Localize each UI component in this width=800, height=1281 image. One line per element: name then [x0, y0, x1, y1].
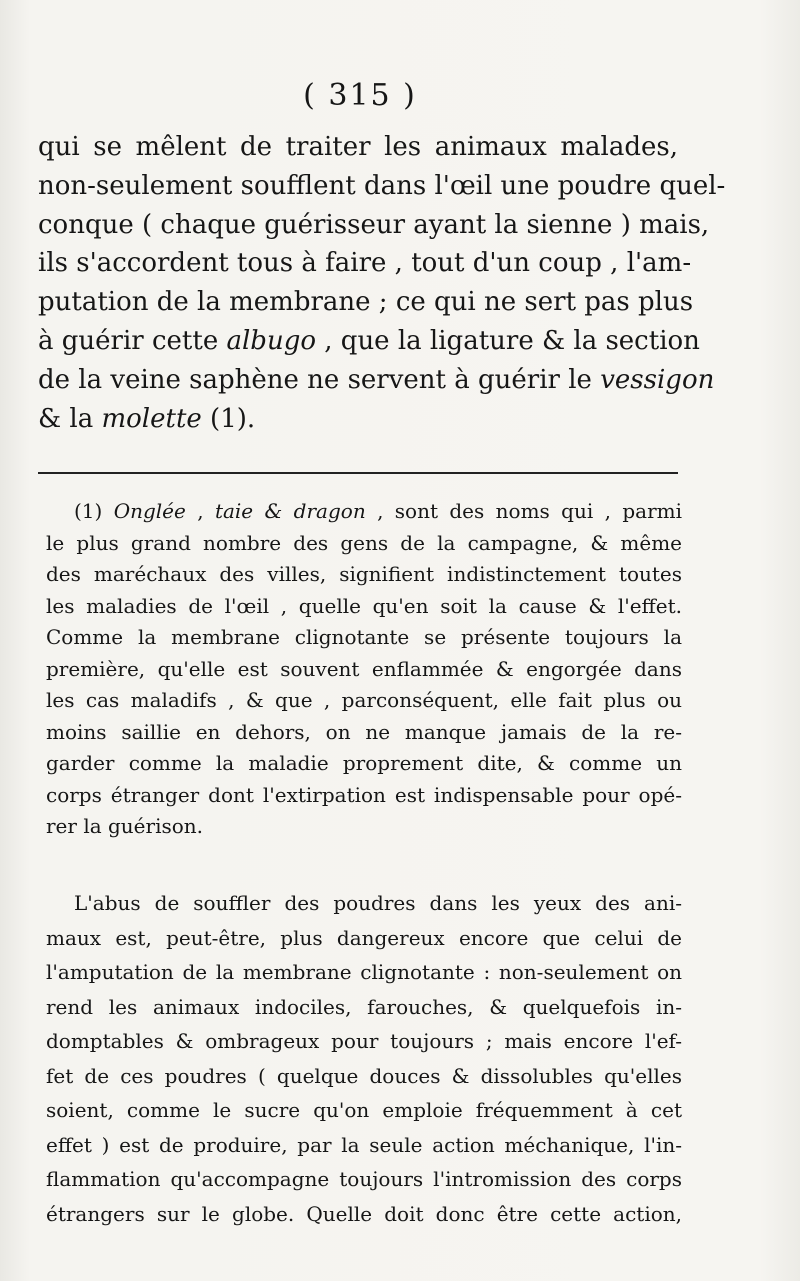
main-line-8-before: & la — [38, 403, 102, 434]
onglee-term: Onglée — [113, 499, 186, 523]
para2-line-7: soient, comme le sucre qu'on emploie fréquemment à cet — [46, 1098, 682, 1122]
main-line-7-before: de la veine saphène ne servent à guérir le — [38, 364, 601, 395]
footnote-sep: , — [185, 499, 215, 523]
footnote-line-10: corps étranger dont l'extirpation est indispensable pour opé- — [46, 782, 682, 807]
para2-line-3: l'amputation de la membrane clignotante : non-seulement on — [46, 960, 682, 984]
vessigon-term: vessigon — [600, 364, 715, 395]
main-line-7 — [38, 361, 715, 400]
footnote — [46, 496, 682, 843]
molette-term: molette — [101, 403, 202, 434]
footnote-line-9: garder comme la maladie proprement dite, & comme un — [46, 751, 682, 775]
main-line-1: qui se mêlent de traiter les animaux malades, — [38, 132, 678, 162]
main-line-5: putation de la membrane ; ce qui ne sert pas plus — [38, 287, 694, 318]
para2-line-4: rend les animaux indociles, farouches, & quelquefois in- — [46, 994, 682, 1019]
footnote-line-3: des maréchaux des villes, signifient indistinctement toutes — [46, 562, 682, 586]
para2-line-10: étrangers sur le globe. Quelle doit donc être cette action, — [46, 1201, 682, 1226]
taie-dragon-term: taie & dragon — [214, 499, 366, 523]
footnote-line-1-after: , sont des noms qui , parmi — [365, 499, 682, 523]
main-line-4: ils s'accordent tous à faire , tout d'un coup , l'am- — [38, 248, 692, 279]
main-line-6-before: à guérir cette — [38, 325, 227, 356]
footnote-line-11: rer la guérison. — [46, 814, 204, 838]
main-line-6 — [38, 322, 700, 361]
footnote-line-4: les maladies de l'œil , quelle qu'en soit la cause & l'effet. — [46, 593, 682, 618]
main-text — [38, 128, 726, 438]
para2-line-8: effet ) est de produire, par la seule action méchanique, l'in- — [46, 1132, 682, 1157]
footnote-line-5: Comme la membrane clignotante se présente toujours la — [46, 625, 682, 649]
main-line-6-after: , que la ligature & la section — [316, 325, 700, 356]
para2-line-1: L'abus de souffler des poudres dans les yeux des ani- — [74, 891, 682, 915]
paragraph-2 — [46, 886, 682, 1231]
footnote-separator-rule — [38, 472, 678, 474]
footnote-line-6: première, qu'elle est souvent enflammée & engorgée dans — [46, 656, 682, 681]
page-number: ( 315 ) — [303, 78, 417, 113]
para2-line-6: fet de ces poudres ( quelque douces & dissolubles qu'elles — [46, 1063, 682, 1088]
footnote-line-8: moins saillie en dehors, on ne manque jamais de la re- — [46, 719, 682, 744]
footnote-line-2: le plus grand nombre des gens de la campagne, & même — [46, 530, 682, 555]
para2-line-9: flammation qu'accompagne toujours l'intromission des corps — [46, 1167, 682, 1191]
para2-line-5: domptables & ombrageux pour toujours ; mais encore l'ef- — [46, 1029, 682, 1053]
footnote-marker: (1) — [74, 499, 114, 523]
main-line-2: non-seulement soufflent dans l'œil une poudre quel- — [38, 170, 726, 201]
footnote-line-1 — [46, 496, 682, 528]
footnote-reference: (1). — [201, 403, 256, 434]
footnote-line-7: les cas maladifs , & que , parconséquent, elle fait plus ou — [46, 688, 682, 712]
main-line-8 — [38, 400, 678, 439]
main-line-3: conque ( chaque guérisseur ayant la sienne ) mais, — [38, 209, 710, 240]
albugo-term: albugo — [226, 325, 316, 356]
para2-line-2: maux est, peut-être, plus dangereux encore que celui de — [46, 925, 682, 950]
